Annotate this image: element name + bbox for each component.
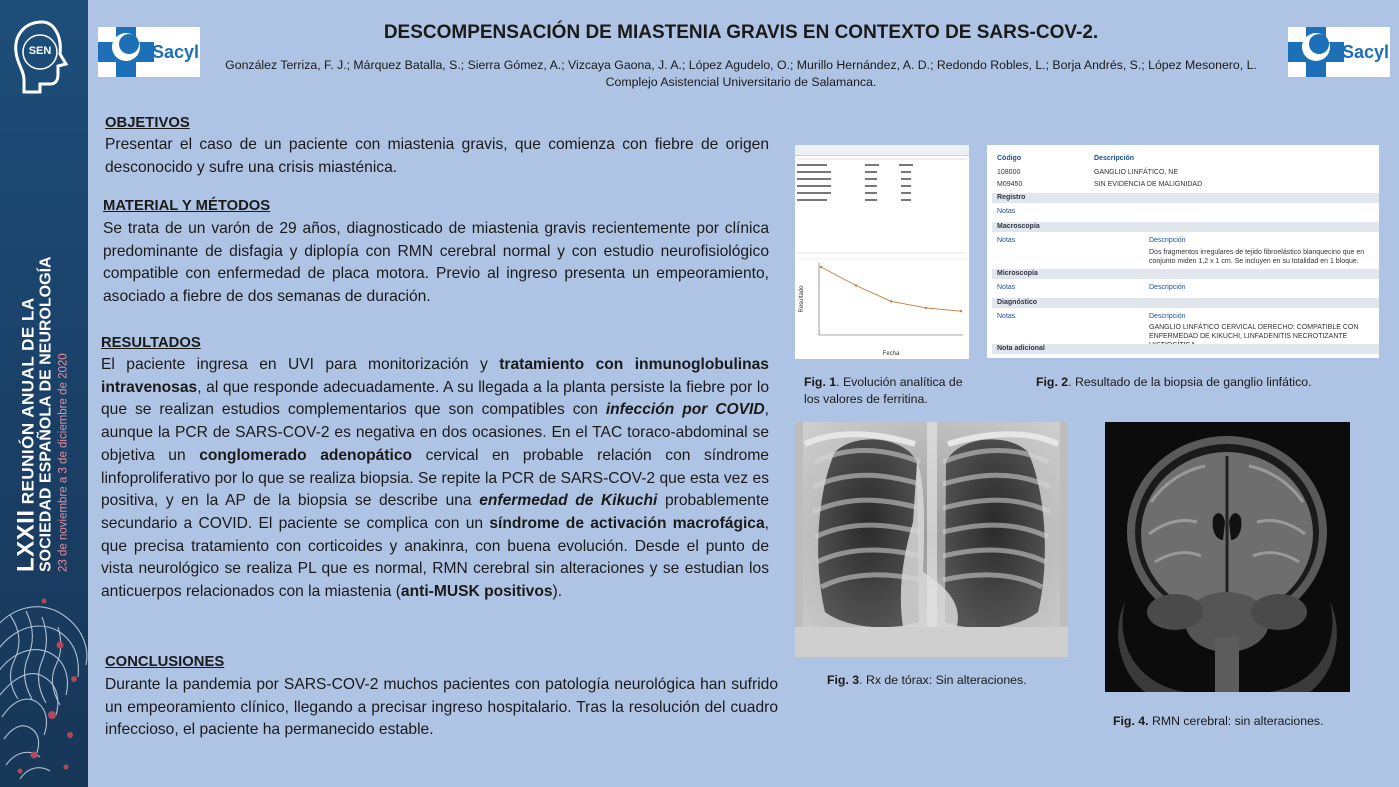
poster-authors xyxy=(200,57,1282,91)
congress-sidebar xyxy=(0,0,88,787)
ferritin-point xyxy=(855,284,857,286)
congress-number: LXXII xyxy=(12,509,40,572)
fig2-caption: Fig. 2. Resultado de la biopsia de ganglio linfático. xyxy=(1036,375,1312,389)
resultados-heading: RESULTADOS xyxy=(101,335,201,351)
sen-logo-text: SEN xyxy=(28,45,52,57)
biopsy-diag-notas: Notas xyxy=(997,313,1016,320)
biopsy-microscopia: Microscopía xyxy=(992,269,1379,279)
emphasis-adenopathy: conglomerado adenopático xyxy=(199,446,413,464)
sacyl-logo-left xyxy=(98,27,200,77)
biopsy-macro-notas: Notas xyxy=(997,237,1016,244)
brain-illustration xyxy=(0,595,88,787)
chart-ylabel: Resultado xyxy=(799,285,805,313)
emphasis-macrophage: síndrome de activación macrofágica xyxy=(489,514,765,532)
biopsy-col-desc: Descripción xyxy=(1094,155,1135,162)
emphasis-antimusk: anti-MUSK positivos xyxy=(400,583,553,601)
congress-title xyxy=(12,212,72,572)
biopsy-row1-code: 108000 xyxy=(997,169,1021,176)
institution: Complejo Asistencial Universitario de Salamanca. xyxy=(605,75,877,89)
biopsy-diag-text: GANGLIO LINFÁTICO CERVICAL DERECHO: COMPATIBLE CON ENFERMEDAD DE KIKUCHI, LINFADENITIS NECROTIZANTE xyxy=(1149,324,1359,340)
biopsy-row2-desc: SIN EVIDENCIA DE MALIGNIDAD xyxy=(1094,181,1203,188)
fig4-brain-mri xyxy=(1105,422,1350,692)
biopsy-registro: Registro xyxy=(992,193,1379,203)
sacyl-emblem-icon xyxy=(1288,27,1344,77)
sacyl-logo-left-text: Sacyl xyxy=(152,41,200,62)
ferritin-point xyxy=(820,266,822,268)
author-list: González Terriza, F. J.; Márquez Batalla, S.; Sierra Gómez, A.; Vizcaya Gaona, J. A.; López Agudelo, O.; Murillo Hernández, A. D.; Redondo Robles, L.; Borja Andrés, S.; López Mesonero, L. xyxy=(225,58,1257,72)
emphasis-treatment: tratamiento con inmunoglobulinas intravenosas xyxy=(101,356,769,396)
biopsy-diag-desc-head: Descripción xyxy=(1149,313,1186,320)
sacyl-logo-right-text: Sacyl xyxy=(1342,41,1390,62)
conclusiones-heading: CONCLUSIONES xyxy=(105,654,225,670)
congress-line1: REUNIÓN ANUAL DE LA xyxy=(18,297,38,505)
biopsy-row2-code: M09450 xyxy=(997,181,1023,188)
fig1-ferritin-chart xyxy=(795,259,969,357)
brain-mri-image xyxy=(1105,422,1350,692)
biopsy-micro-desc-head: Descripción xyxy=(1149,284,1186,291)
biopsy-micro-notas: Notas xyxy=(997,284,1016,291)
biopsy-nota-adicional: Nota adicional xyxy=(992,344,1379,354)
sacyl-logo-right xyxy=(1288,27,1390,77)
fig3-caption: Fig. 3. Rx de tórax: Sin alteraciones. xyxy=(827,673,1027,687)
ferritin-point xyxy=(960,310,962,312)
chest-xray-image xyxy=(795,422,1068,657)
resultados-text: El paciente ingresa en UVI para monitorización y tratamiento con inmunoglobulinas intravenosas, al que responde adecuadamente. A su llegada a la planta persiste la fiebre por lo que se realizan estudios complementarios que son compatibles con infección por COVID, aunque la PCR de SARS-COV-2 es negativa en dos ocasiones. En el TAC toraco-abdominal se objetiva un conglomerado adenopático cervical en probable relación con síndrome linfoproliferativo por lo que se realiza biopsia. Se repite la PCR de SARS-COV-2 que esta vez es positiva, y en la AP de la biopsia se describe una enfermedad de Kikuchi probablemente secundario a COVID. El paciente se complica con un síndrome de activación macrofágica, que precisa tratamiento con corticoides y anakinra, con buena evolución. Desde el punto de vista neurológico se realiza PL que es normal, RMN cerebral sin alteraciones y se estudian los anticuerpos relacionados con la miastenia (anti-MUSK positivos). xyxy=(101,356,769,601)
chart-xlabel: Fecha xyxy=(882,351,900,357)
ferritin-point xyxy=(890,300,892,302)
emphasis-kikuchi: enfermedad de Kikuchi xyxy=(479,492,658,510)
emphasis-covid: infección por COVID xyxy=(605,401,765,419)
material-heading: MATERIAL Y MÉTODOS xyxy=(103,198,271,214)
biopsy-macro-text: Dos fragmentos irregulares de tejido fibroelástico blanquecino que en conjunto miden 1,2 x 1 cm. Se incluyen en su totalidad en 1 bloque. xyxy=(1149,249,1365,265)
biopsy-row1-desc: GANGLIO LINFÁTICO, NE xyxy=(1094,169,1179,176)
biopsy-macroscopia: Macroscopía xyxy=(992,222,1379,232)
sacyl-emblem-icon xyxy=(98,27,154,77)
poster-title: DESCOMPENSACIÓN DE MIASTENIA GRAVIS EN CONTEXTO DE SARS-COV-2. xyxy=(383,22,1099,43)
fig4-caption: Fig. 4. RMN cerebral: sin alteraciones. xyxy=(1113,714,1324,728)
biopsy-macro-desc-head: Descripción xyxy=(1149,237,1186,244)
conclusiones-text: Durante la pandemia por SARS-COV-2 muchos pacientes con patología neurológica han sufrido un empeoramiento clínico, llegando a precisar ingreso hospitalario. Tras la resolución del cuadro infeccioso, el paciente ha permanecido estable. xyxy=(105,676,778,739)
objetivos-heading: OBJETIVOS xyxy=(105,115,190,131)
objetivos-text: Presentar el caso de un paciente con miastenia gravis, que comienza con fiebre de origen desconocido y sufre una crisis miasténica. xyxy=(105,136,769,176)
ferritin-point xyxy=(925,307,927,309)
ferritin-series-line xyxy=(821,267,961,311)
congress-dates: 23 de noviembre a 3 de diciembre de 2020 xyxy=(57,353,70,572)
material-text: Se trata de un varón de 29 años, diagnosticado de miastenia gravis recientemente por clínica predominante de disfagia y diplopía con RMN cerebral normal y con estudio neurofisiológico compatible con enfermedad de placa motora. Previo al ingreso presenta un empeoramiento, asociado a fiebre de dos semanas de duración. xyxy=(103,220,769,306)
fig1-lab-screenshot xyxy=(795,145,969,359)
biopsy-diagnostico: Diagnóstico xyxy=(992,298,1379,308)
fig1-caption: Fig. 1. Evolución analítica de los valores de ferritina. xyxy=(804,375,963,406)
sen-logo xyxy=(10,18,74,98)
fig3-chest-xray xyxy=(795,422,1068,657)
biopsy-registro-notas: Notas xyxy=(997,208,1016,215)
biopsy-col-code: Código xyxy=(997,155,1022,162)
fig2-biopsy-report xyxy=(987,145,1379,358)
congress-line2: SOCIEDAD ESPAÑOLA DE NEUROLOGÍA xyxy=(37,256,55,572)
